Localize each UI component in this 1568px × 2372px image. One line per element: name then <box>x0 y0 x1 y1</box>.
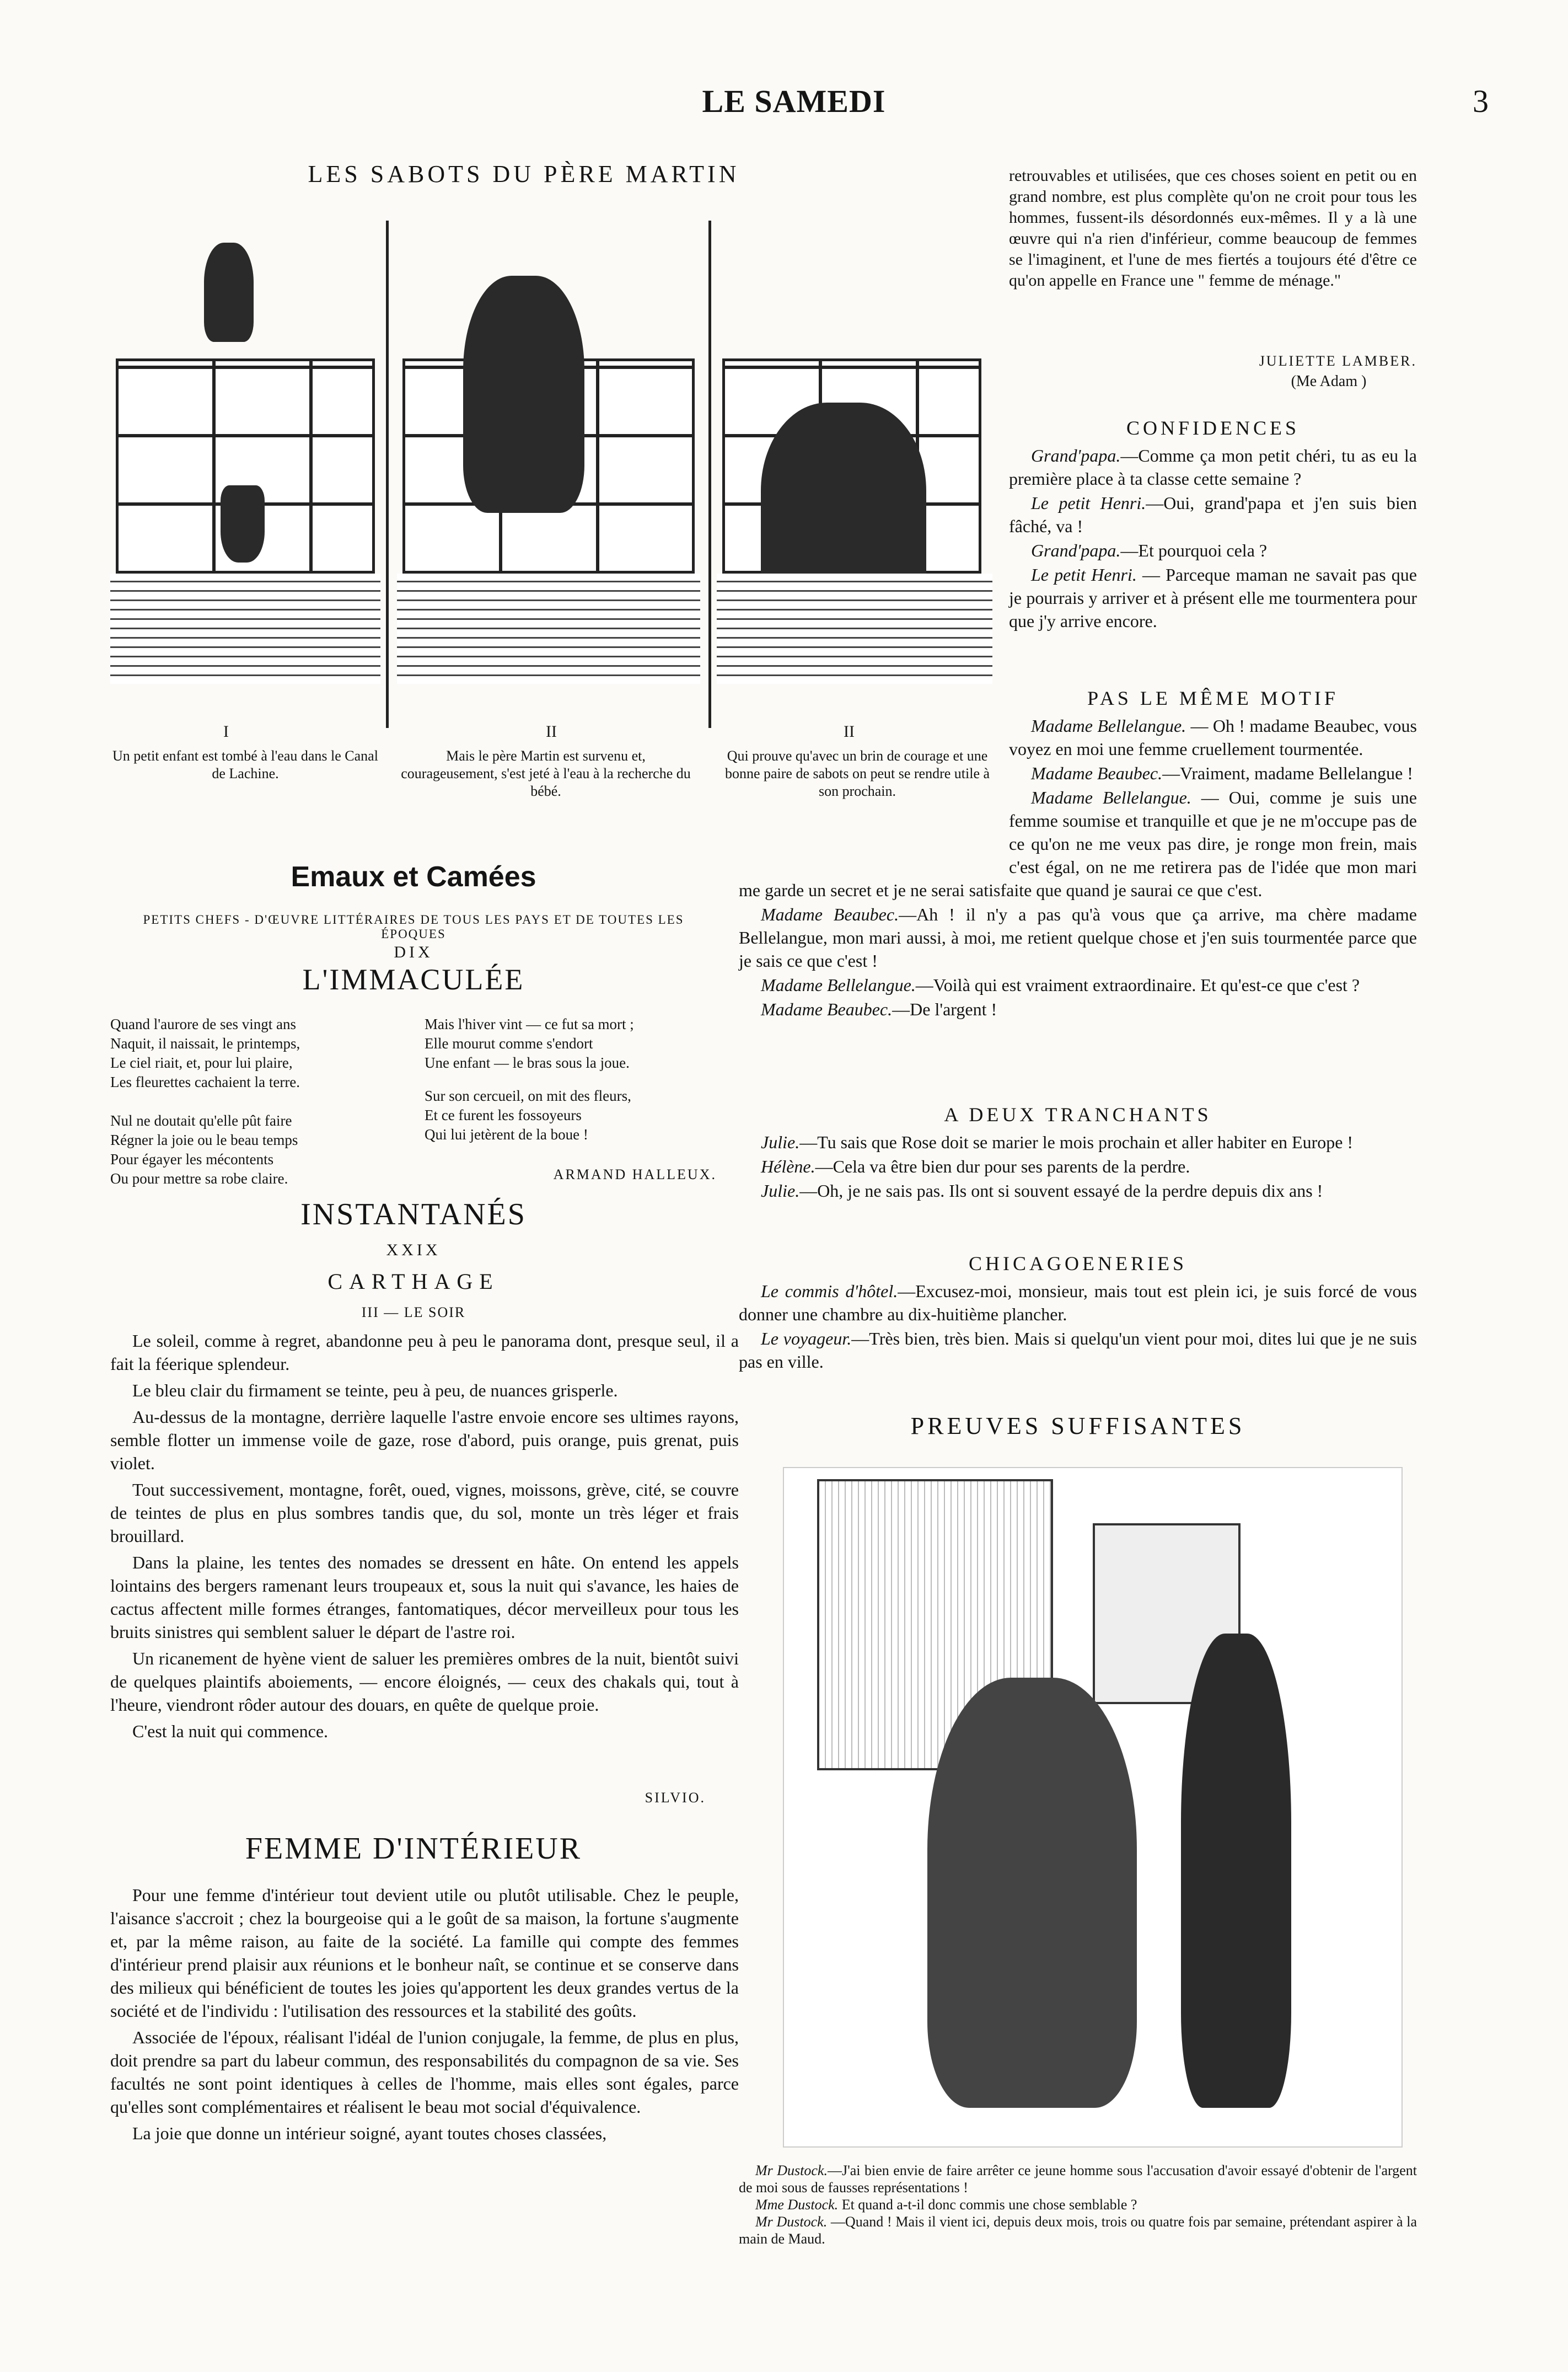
poem-line: Qui lui jetèrent de la boue ! <box>425 1126 588 1143</box>
page-number: 3 <box>1473 83 1489 119</box>
man-figure-1 <box>204 243 254 342</box>
poem-right-column <box>425 1015 711 1144</box>
motif-title: PAS LE MÊME MOTIF <box>1087 687 1339 709</box>
panel-caption-2: Mais le père Martin est survenu et, courageusement, s'est jeté à l'eau à la recherche du bébé. <box>401 748 691 799</box>
comic-panel-2 <box>397 221 700 706</box>
femme-author: JULIETTE LAMBER. <box>1259 353 1417 369</box>
paragraph: Un ricanement de hyène vient de saluer les premières ombres de la nuit, bientôt suivi de quelques plaintifs aboiements, — encore éloignés, — ceux des chakals qui, tout à l'heure, viendront rôder autour des douars, en quête de quelque proie. <box>110 1648 739 1715</box>
dialogue-line: Grand'papa.—Comme ça mon petit chéri, tu as eu la première place à ta classe cette semaine ? <box>1009 446 1417 489</box>
instantanes-author: SILVIO. <box>645 1790 706 1806</box>
paragraph: Le soleil, comme à regret, abandonne peu à peu le panorama dont, presque seul, il a fait la féerique splendeur. <box>110 1331 739 1374</box>
femme-body <box>110 1883 739 2148</box>
caption-line: Mr Dustock.—J'ai bien envie de faire arrêter ce jeune homme sous l'accusation d'avoir essayé d'obtenir de l'argent de moi sous de fausses représentations ! <box>739 2162 1417 2196</box>
paragraph: Associée de l'époux, réalisant l'idéal de l'union conjugale, la femme, de plus en plus, doit prendre sa part du labeur commun, des responsabilités du compagnon de sa vie. Ses facultés ne sont point identiques à celles de l'homme, mais elles sont égales, parce qu'elles sont complémentaires et réalisent le beau mot social d'équivalence. <box>110 2027 739 2117</box>
dialogue-line: Julie.—Tu sais que Rose doit se marier le mois prochain et aller habiter en Europe ! <box>761 1132 1354 1152</box>
confidences-dialogue <box>1009 444 1417 634</box>
instantanes-place: CARTHAGE <box>327 1269 500 1294</box>
chicago-title: CHICAGOENERIES <box>969 1252 1187 1275</box>
poem-line: Mais l'hiver vint — ce fut sa mort ; <box>425 1016 634 1032</box>
dialogue-line: Hélène.—Cela va être bien dur pour ses parents de la perdre. <box>761 1156 1190 1176</box>
poem-line: Régner la joie ou le beau temps <box>110 1132 298 1148</box>
paragraph: Pour une femme d'intérieur tout devient utile ou plutôt utilisable. Chez le peuple, l'aisance s'accroit ; chez la bourgeoise qui a le goût de sa maison, la fortune s'augmente et, par la même raison, au faite de la société. La famille qui compte des femmes d'intérieur prend plaisir aux réunions et le bonheur naît, se continue et se conserve dans des milieux qui bénéficient de toutes les joies qu'apportent les deux grandes vertus de la société et de l'individu : l'utilisation des ressources et la stabilité des goûts. <box>110 1885 739 2021</box>
instantanes-number: XXIX <box>386 1241 441 1259</box>
preuves-caption <box>739 2162 1417 2247</box>
paragraph: Dans la plaine, les tentes des nomades se dressent en hâte. On entend les appels lointains des bergers ramenant leurs troupeaux et, sous la nuit qui s'avance, les haies de cactus affectent mille formes étranges, fantomatiques, décor merveilleux pour tous les bruits sinistres qui semblent saluer le départ de l'astre roi. <box>110 1552 739 1642</box>
standing-man-figure <box>1181 1634 1291 2108</box>
instantanes-body <box>110 1329 739 1746</box>
paragraph: Au-dessus de la montagne, derrière laquelle l'astre envoie encore ses ultimes rayons, semble flotter un immense voile de gaze, rose d'abord, puis orange, puis grenat, puis violet. <box>110 1407 739 1473</box>
emaux-title: Emaux et Camées <box>291 861 536 893</box>
poem-line: Les fleurettes cachaient la terre. <box>110 1074 300 1090</box>
femme-author-note: (Me Adam ) <box>1291 373 1367 390</box>
dialogue-line: Madame Beaubec.—De l'argent ! <box>761 999 997 1019</box>
dialogue-line: Madame Bellelangue. — Oui, comme je suis une femme soumise et tranquille et que je ne m'occupe pas de ce qu'on ne me veux pas dire, je ronge mon frein, mais c'est égal, on ne me retirera pas de l'idée que mon mari me garde un secret et je ne serai satisfaite que quand je saurai ce que c'est. <box>739 788 1417 900</box>
paragraph: C'est la nuit qui commence. <box>132 1721 329 1741</box>
poem-line: Le ciel riait, et, pour lui plaire, <box>110 1054 293 1071</box>
panel-numeral-2: II <box>546 722 557 741</box>
pere-martin-jumping <box>463 276 584 513</box>
emaux-subtitle: PETITS CHEFS - D'ŒUVRE LITTÉRAIRES DE TOUS LES PAYS ET DE TOUTES LES ÉPOQUES <box>143 913 684 941</box>
motif-dialogue <box>739 714 1417 1022</box>
poem-author: ARMAND HALLEUX. <box>553 1166 717 1182</box>
confidences-title: CONFIDENCES <box>1126 417 1300 439</box>
canal-water-2 <box>397 574 700 684</box>
dialogue-line: Madame Bellelangue.—Voilà qui est vraiment extraordinaire. Et qu'est-ce que c'est ? <box>761 975 1360 995</box>
femme-title: FEMME D'INTÉRIEUR <box>245 1832 582 1866</box>
dialogue-line: Grand'papa.—Et pourquoi cela ? <box>1031 540 1268 560</box>
preuves-title: PREUVES SUFFISANTES <box>910 1412 1245 1439</box>
comic-panel-1 <box>110 221 380 706</box>
dialogue-line: Le voyageur.—Très bien, très bien. Mais si quelqu'un vient pour moi, dites lui que je ne suis pas en ville. <box>739 1329 1417 1372</box>
dialogue-line: Madame Beaubec.—Ah ! il n'y a pas qu'à vous que ça arrive, ma chère madame Bellelangue, mon mari aussi, à moi, me retient quelque chose et j'en suis tourmentée parce que je sais ce que c'est ! <box>739 904 1417 971</box>
paragraph: La joie que donne un intérieur soigné, ayant toutes choses classées, <box>132 2123 607 2143</box>
poem-line: Naquit, il naissait, le printemps, <box>110 1035 300 1052</box>
panel-caption-3: Qui prouve qu'avec un brin de courage et une bonne paire de sabots on peut se rendre utile à son prochain. <box>724 748 990 799</box>
emaux-number: DIX <box>394 943 433 961</box>
tranchants-title: A DEUX TRANCHANTS <box>944 1104 1212 1126</box>
poem-line: Et ce furent les fossoyeurs <box>425 1107 582 1123</box>
tranchants-dialogue <box>739 1131 1417 1203</box>
dialogue-line: Le petit Henri. — Parceque maman ne savait pas que je pourrais y arriver et à présent elle me tourmentera pour que j'y arrive encore. <box>1009 565 1417 631</box>
canal-water-1 <box>110 574 380 684</box>
dialogue-line: Madame Beaubec.—Vraiment, madame Bellelangue ! <box>1031 763 1413 783</box>
paragraph: retrouvables et utilisées, que ces choses soient en petit ou en grand nombre, est plus complète qu'on ne croit pour tous les hommes, fussent-ils désordonnés eux-mêmes. Il y a là une œuvre qui n'a rien d'inférieur, comme beaucoup de femmes se l'imaginent, et l'une de mes fiertés a toujours été d'être ce qu'on appelle en France une " femme de ménage." <box>1009 167 1417 290</box>
panel-caption-1: Un petit enfant est tombé à l'eau dans le Canal de Lachine. <box>112 748 378 781</box>
canal-water-3 <box>717 574 992 684</box>
preuves-illustration <box>783 1467 1403 2148</box>
caption-line: Mr Dustock. —Quand ! Mais il vient ici, depuis deux mois, trois ou quatre fois par semaine, prétendant aspirer à la main de Maud. <box>739 2214 1417 2247</box>
panel-divider-1 <box>386 221 389 728</box>
dialogue-line: Madame Bellelangue. — Oh ! madame Beaubec, vous voyez en moi une femme cruellement tourmentée. <box>1009 716 1417 759</box>
poem-line: Une enfant — le bras sous la joue. <box>425 1054 630 1071</box>
newspaper-title: LE SAMEDI <box>702 83 886 119</box>
poem-line: Sur son cercueil, on mit des fleurs, <box>425 1088 631 1104</box>
panel-numeral-3: II <box>844 722 855 741</box>
dialogue-line: Le petit Henri.—Oui, grand'papa et j'en suis bien fâché, va ! <box>1009 493 1417 536</box>
poem-title: L'IMMACULÉE <box>302 963 525 996</box>
poem-line: Elle mourut comme s'endort <box>425 1035 593 1052</box>
dialogue-line: Julie.—Oh, je ne sais pas. Ils ont si souvent essayé de la perdre depuis dix ans ! <box>761 1181 1323 1201</box>
poem-line: Pour égayer les mécontents <box>110 1151 274 1168</box>
sabots-title: LES SABOTS DU PÈRE MARTIN <box>308 160 740 188</box>
chicago-dialogue <box>739 1279 1417 1374</box>
paragraph: Tout successivement, montagne, forêt, oued, vignes, moissons, grève, cité, se couvre de teintes de plus en plus sombres tandis que, du sol, monte un très léger et frais brouillard. <box>110 1480 739 1546</box>
paragraph: Le bleu clair du firmament se teinte, peu à peu, de nuances grisperle. <box>132 1380 618 1400</box>
seated-woman-figure <box>927 1678 1137 2108</box>
dialogue-line: Le commis d'hôtel.—Excusez-moi, monsieur, mais tout est plein ici, je suis forcé de vous donner une chambre au dix-huitième plancher. <box>739 1281 1417 1324</box>
poem-line: Nul ne doutait qu'elle pût faire <box>110 1112 292 1129</box>
instantanes-part: III — LE SOIR <box>361 1304 466 1320</box>
float-spacer <box>739 714 1009 866</box>
femme-continuation <box>1009 165 1417 295</box>
panel-divider-2 <box>708 221 711 728</box>
instantanes-title: INSTANTANÉS <box>300 1197 527 1231</box>
comic-panel-3 <box>717 221 992 706</box>
poem-left-column <box>110 1015 397 1188</box>
poem-line: Quand l'aurore de ses vingt ans <box>110 1016 297 1032</box>
panel-numeral-1: I <box>223 722 229 741</box>
caption-line: Mme Dustock. Et quand a-t-il donc commis une chose semblable ? <box>755 2197 1137 2213</box>
poem-line: Ou pour mettre sa robe claire. <box>110 1170 288 1187</box>
falling-child <box>221 485 265 563</box>
